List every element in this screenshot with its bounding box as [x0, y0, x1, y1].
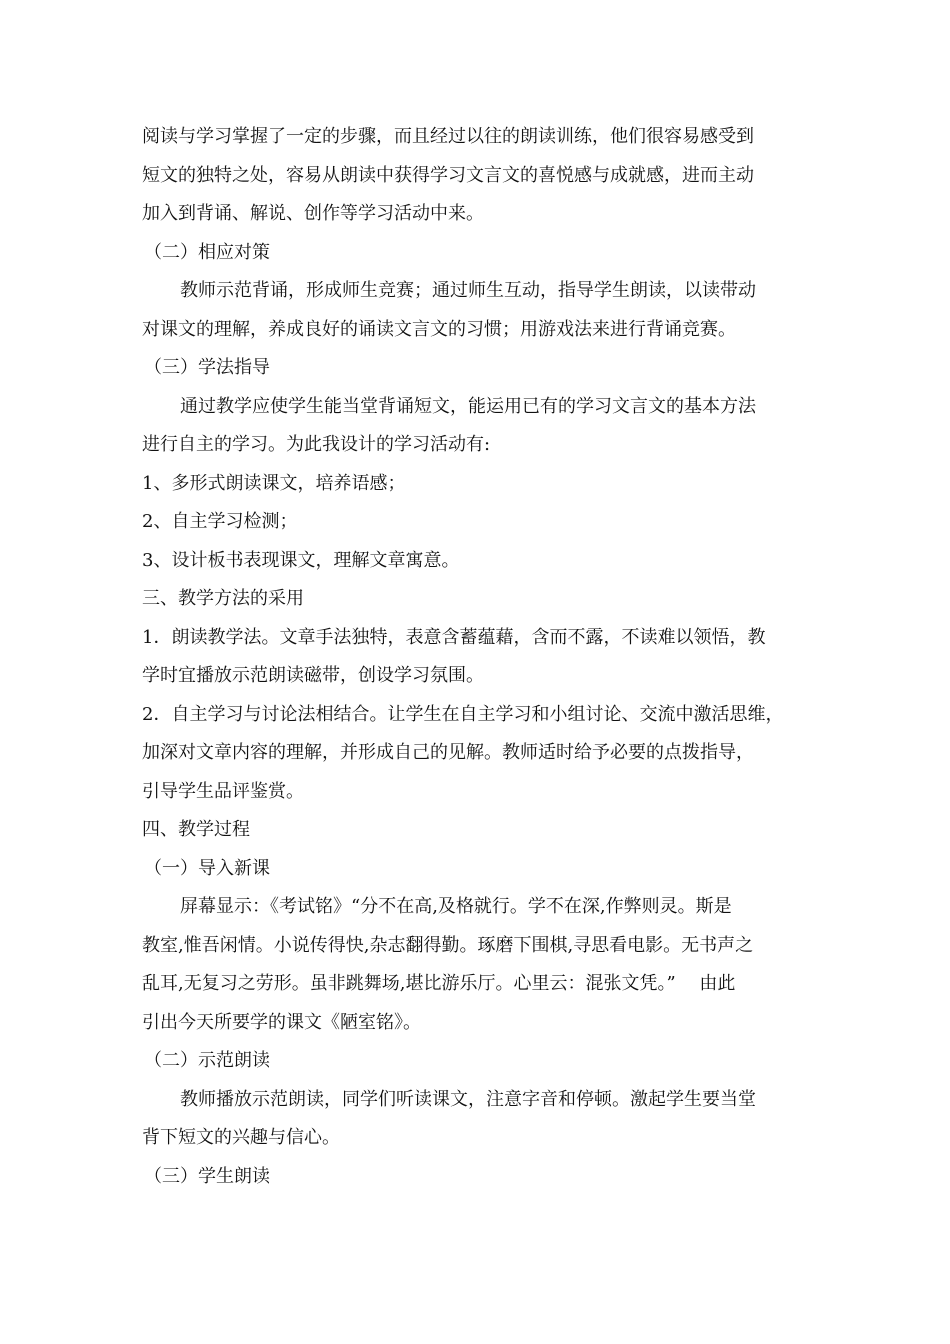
body-text-line: 阅读与学习掌握了一定的步骤，而且经过以往的朗读训练，他们很容易感受到 — [142, 126, 754, 147]
body-text-line: 引导学生品评鉴赏。 — [142, 780, 304, 802]
list-item: 1．朗读教学法。文章手法独特，表意含蓄蕴藉，含而不露，不读难以领悟，教 — [142, 626, 766, 648]
section-heading: （二）相应对策 — [144, 241, 270, 263]
list-item: 2、自主学习检测； — [142, 511, 298, 532]
body-text-line: 对课文的理解，养成良好的诵读文言文的习惯；用游戏法来进行背诵竞赛。 — [142, 318, 736, 340]
body-text-line: 学时宜播放示范朗读磁带，创设学习氛围。 — [142, 665, 484, 686]
section-heading: 四、教学过程 — [142, 819, 250, 840]
body-text-line: 通过教学应使学生能当堂背诵短文，能运用已有的学习文言文的基本方法 — [180, 395, 756, 417]
body-text-line: 教师示范背诵，形成师生竞赛；通过师生互动，指导学生朗读，以读带动 — [180, 280, 756, 301]
document-body — [142, 118, 832, 1196]
body-text-line: 进行自主的学习。为此我设计的学习活动有: — [142, 434, 491, 455]
body-text-line: 背下短文的兴趣与信心。 — [142, 1127, 340, 1148]
body-text-line: 屏幕显示：《考试铭》“分不在高,及格就行。学不在深,作弊则灵。斯是 — [180, 896, 732, 917]
body-text-line: 加入到背诵、解说、创作等学习活动中来。 — [142, 203, 484, 224]
section-heading: （二）示范朗读 — [144, 1050, 270, 1071]
body-text-line: 教室,惟吾闲情。小说传得快,杂志翻得勤。琢磨下围棋,寻思看电影。无书声之 — [142, 934, 754, 956]
section-heading: （三）学法指导 — [144, 357, 270, 378]
list-item: 3、设计板书表现课文，理解文章寓意。 — [142, 549, 460, 571]
section-heading: （一）导入新课 — [144, 857, 270, 879]
body-text-line: 引出今天所要学的课文《陋室铭》。 — [142, 1011, 421, 1033]
body-text-line: 乱耳,无复习之劳形。虽非跳舞场,堪比游乐厅。心里云：混张文凭。” 由此 — [142, 973, 736, 994]
list-item: 2．自主学习与讨论法相结合。让学生在自主学习和小组讨论、交流中激活思维， — [142, 703, 784, 725]
list-item: 1、多形式朗读课文，培养语感； — [142, 472, 406, 494]
section-heading: （三）学生朗读 — [144, 1165, 270, 1187]
body-text-line: 教师播放示范朗读，同学们听读课文，注意字音和停顿。激起学生要当堂 — [180, 1088, 756, 1110]
body-text-line: 加深对文章内容的理解，并形成自己的见解。教师适时给予必要的点拨指导， — [142, 742, 754, 763]
section-heading: 三、教学方法的采用 — [142, 588, 304, 609]
body-text-line: 短文的独特之处，容易从朗读中获得学习文言文的喜悦感与成就感，进而主动 — [142, 164, 754, 186]
